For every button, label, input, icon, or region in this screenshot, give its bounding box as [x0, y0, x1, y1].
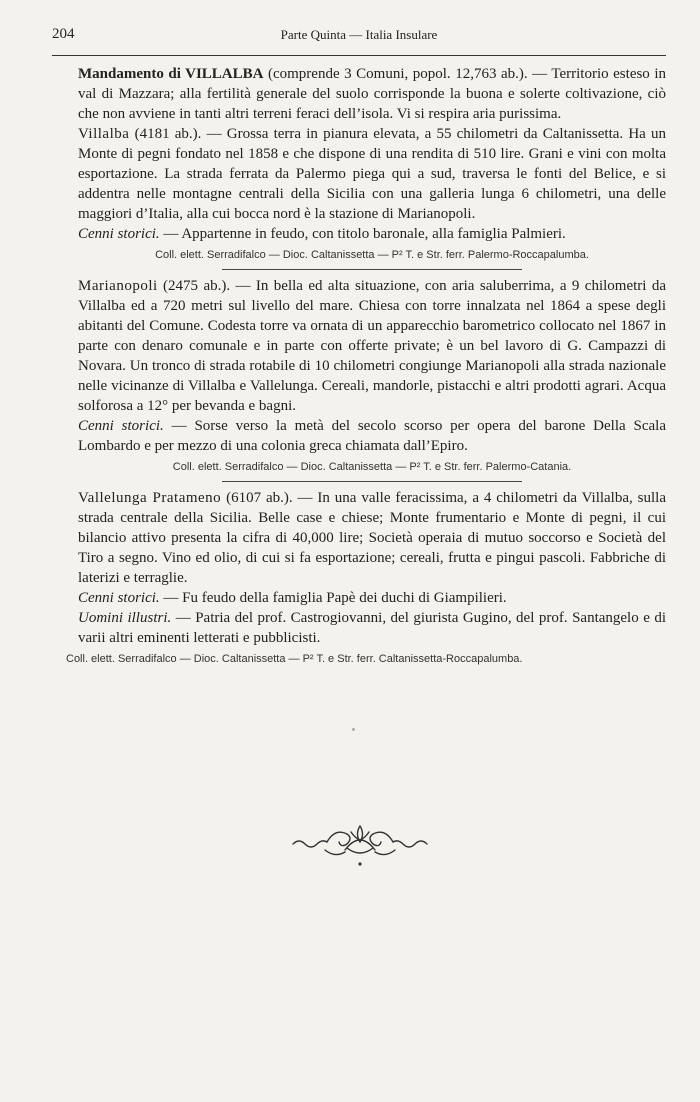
cenni-text: — Fu feudo della famiglia Papè dei duchi di Giampilieri.	[159, 590, 507, 606]
paragraph-cenni-villalba	[78, 224, 666, 244]
paragraph-vallelunga	[78, 488, 666, 588]
uomini-text: — Patria del prof. Castrogiovanni, del giurista Gugino, del prof. Santangelo e di varii altri eminenti letterati e pubblicisti.	[78, 610, 666, 646]
collegio-line: Coll. elett. Serradifalco — Dioc. Caltanissetta — P² T. e Str. ferr. Caltanissetta-Roccapalumba.	[66, 653, 523, 665]
uomini-label: Uomini illustri.	[78, 610, 172, 626]
entry-text: (6107 ab.). — In una valle feracissima, a 4 chilometri da Villalba, sulla strada centrale della Sicilia. Belle case e chiese; Monte frumentario e Monte di pegni, il cui bilancio attivo presenta la cifra di 40,000 lire; Società operaia di mutuo soccorso e Società del Tiro a segno. Vino ed olio, di cui si fa esportazione; cereali, frutta e pingui pascoli. Fabbriche di laterizi e terraglie.	[78, 490, 666, 586]
entry-text: (comprende 3 Comuni, popol. 12,763 ab.). — Territorio esteso in val di Mazzara; alla fertilità generale del suolo corrisponde la buona e solerte coltivazione, ciò che non avviene in tanti altri terreni feraci dell’isola. Vi si respira aria purissima.	[78, 66, 666, 122]
paragraph-cenni-marianopoli	[78, 416, 666, 456]
paragraph-villalba	[78, 124, 666, 224]
entry-text: (4181 ab.). — Grossa terra in pianura elevata, a 55 chilometri da Caltanissetta. Ha un Monte di pegni fondato nel 1858 e che dispone di una rendita di 510 lire. Grani e vini con molta esportazione. La strada ferrata da Palermo piega qui a sud, traversa le fonti del Belice, e si addentra nelle montagne centrali della Sicilia con una galleria lunga 6 chilometri, una delle maggiori d’Italia, alla cui bocca nord è la stazione di Marianopoli.	[78, 126, 666, 222]
ornament-icon	[285, 820, 435, 870]
entry-name: Villalba	[78, 126, 130, 142]
paragraph-mandamento-villalba	[78, 64, 666, 124]
running-head: Parte Quinta — Italia Insulare	[280, 27, 438, 42]
section-divider	[222, 481, 522, 482]
collegio-line: Coll. elett. Serradifalco — Dioc. Caltanissetta — P² T. e Str. ferr. Palermo-Roccapalumba.	[155, 249, 589, 261]
section-divider	[222, 269, 522, 270]
entry-text: (2475 ab.). — In bella ed alta situazione, con aria saluberrima, a 9 chilometri da Villalba ed a 720 metri sul livello del mare. Chiesa con torre innalzata nel 1864 a spese degli abitanti del Comune. Codesta torre va ornata di un apparecchio barometrico collocato nel 1867 in parte con denaro comunale e in parte con offerte private; è un bel lavoro di G. Campazzi di Novara. Un tronco di strada rotabile di 10 chilometri congiunge Marianopoli alla strada nazionale nelle vicinanze di Villalba e Vallelunga. Cereali, mandorle, pistacchi e altri prodotti agrari. Acqua solforosa a 12° per bevanda e bagni.	[78, 278, 666, 414]
entry-name: Marianopoli	[78, 278, 158, 294]
page-body	[66, 64, 666, 667]
cenni-text: — Sorse verso la metà del secolo scorso per opera del barone Della Scala Lombardo e per mezzo di una colonia greca chiamata dall’Epiro.	[78, 418, 666, 454]
cenni-label: Cenni storici.	[78, 590, 160, 606]
paragraph-marianopoli	[78, 276, 666, 416]
cenni-label: Cenni storici.	[78, 226, 160, 242]
entry-name: Mandamento di VILLALBA	[78, 66, 264, 82]
paragraph-uomini-illustri	[78, 608, 666, 648]
page-header	[52, 26, 666, 48]
page-number: 204	[52, 26, 75, 42]
cenni-text: — Appartenne in feudo, con titolo baronale, alla famiglia Palmieri.	[159, 226, 566, 242]
header-rule	[52, 55, 666, 56]
stray-dot	[352, 728, 355, 731]
entry-name: Vallelunga Pratameno	[78, 490, 222, 506]
paragraph-cenni-vallelunga	[78, 588, 666, 608]
collegio-line: Coll. elett. Serradifalco — Dioc. Caltanissetta — P² T. e Str. ferr. Palermo-Catania.	[172, 461, 572, 473]
cenni-label: Cenni storici.	[78, 418, 164, 434]
